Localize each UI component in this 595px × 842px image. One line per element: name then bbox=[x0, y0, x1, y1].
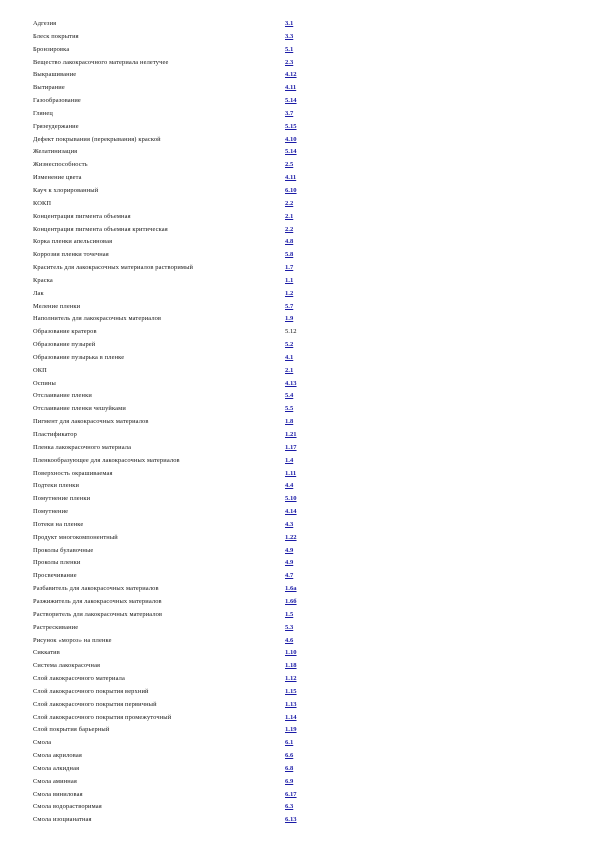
index-term: Смола алкидная bbox=[33, 764, 80, 772]
index-entry bbox=[0, 263, 595, 276]
index-entry bbox=[0, 173, 595, 186]
glossary-index bbox=[0, 19, 595, 828]
index-term: Наполнитель для лакокрасочных материалов bbox=[33, 315, 162, 323]
index-entry bbox=[0, 520, 595, 533]
index-term: Бронзировка bbox=[33, 45, 70, 53]
clause-reference-link[interactable]: 1.5 bbox=[285, 610, 294, 618]
clause-reference-link[interactable]: 5.14 bbox=[285, 148, 297, 156]
index-term: Глянец bbox=[33, 109, 53, 117]
clause-reference-link[interactable]: 6.1 bbox=[285, 739, 294, 747]
index-entry bbox=[0, 507, 595, 520]
clause-reference-link[interactable]: 4.12 bbox=[285, 71, 297, 79]
index-term: Слой лакокрасочного покрытия верхний bbox=[33, 687, 149, 695]
index-term: Просвечивание bbox=[33, 572, 77, 580]
index-entry bbox=[0, 494, 595, 507]
index-term: Пластификатор bbox=[33, 431, 77, 438]
index-entry bbox=[0, 225, 595, 238]
clause-reference-link[interactable]: 6.17 bbox=[285, 790, 297, 798]
index-term: Слой покрытия барьерный bbox=[33, 726, 110, 734]
index-entry bbox=[0, 186, 595, 199]
index-entry bbox=[0, 250, 595, 263]
clause-reference-link[interactable]: 4.9 bbox=[285, 546, 294, 554]
clause-reference-link[interactable]: 5.5 bbox=[285, 405, 294, 413]
index-term: Растворитель для лакокрасочных материалов bbox=[33, 610, 163, 618]
index-entry bbox=[0, 212, 595, 225]
index-entry bbox=[0, 379, 595, 392]
index-term: Лак bbox=[33, 289, 44, 297]
index-entry bbox=[0, 237, 595, 250]
index-entry bbox=[0, 623, 595, 636]
clause-reference-link[interactable]: 5.14 bbox=[285, 97, 297, 105]
clause-reference-link[interactable]: 6.9 bbox=[285, 777, 294, 785]
index-term: Рисунок «мороз» на пленке bbox=[33, 636, 112, 644]
clause-reference-link[interactable]: 2.1 bbox=[285, 366, 294, 374]
index-term: Вещество лакокрасочного материала нелетучее bbox=[33, 58, 169, 66]
clause-reference-link[interactable]: 1.14 bbox=[285, 713, 297, 721]
index-entry bbox=[0, 597, 595, 610]
index-entry bbox=[0, 366, 595, 379]
index-term: Образование кратеров bbox=[33, 328, 97, 336]
clause-reference-link[interactable]: 4.9 bbox=[285, 559, 294, 567]
index-term: Концентрация пигмента объемная bbox=[33, 212, 131, 220]
clause-reference-link[interactable]: 4.6 bbox=[285, 636, 294, 644]
index-term: Разжижитель для лакокрасочных материалов bbox=[33, 597, 162, 605]
index-term: Корка пленки апельсиновая bbox=[33, 238, 113, 246]
index-term: Краситель для лакокрасочных материалов растворимый bbox=[33, 264, 194, 272]
index-term: Образование пузырей bbox=[33, 341, 96, 349]
index-entry bbox=[0, 289, 595, 302]
clause-reference-link[interactable]: 3.1 bbox=[285, 20, 294, 27]
index-entry bbox=[0, 122, 595, 135]
index-entry bbox=[0, 276, 595, 289]
index-entry bbox=[0, 738, 595, 751]
clause-reference-link[interactable]: 6.13 bbox=[285, 816, 297, 824]
index-entry bbox=[0, 481, 595, 494]
index-entry bbox=[0, 777, 595, 790]
index-entry bbox=[0, 815, 595, 828]
index-term: Слой лакокрасочного материала bbox=[33, 675, 125, 683]
index-term: Смола водорастворимая bbox=[33, 803, 102, 811]
clause-reference-link[interactable]: 2.5 bbox=[285, 161, 294, 169]
clause-reference-link[interactable]: 4.7 bbox=[285, 572, 294, 580]
index-term: Смола аминная bbox=[33, 777, 77, 785]
index-term: Продукт многокомпонентный bbox=[33, 533, 118, 541]
index-term: Кауч к хлорированный bbox=[33, 186, 99, 194]
index-term: Проколы булавочные bbox=[33, 546, 94, 554]
index-entry bbox=[0, 199, 595, 212]
clause-reference-link[interactable]: 6.8 bbox=[285, 764, 294, 772]
index-entry bbox=[0, 661, 595, 674]
clause-reference-link[interactable]: 4.10 bbox=[285, 135, 297, 143]
index-term: Поверхность окрашиваемая bbox=[33, 469, 113, 477]
index-term: ОКП bbox=[33, 366, 47, 374]
index-term: Слой лакокрасочного покрытия первичный bbox=[33, 700, 157, 708]
clause-reference-link[interactable]: 4.11 bbox=[285, 174, 297, 182]
clause-reference-link[interactable]: 2.2 bbox=[285, 199, 294, 207]
index-entry bbox=[0, 571, 595, 584]
index-entry bbox=[0, 725, 595, 738]
index-entry bbox=[0, 610, 595, 623]
index-term: Помутнение пленки bbox=[33, 495, 91, 503]
index-entry bbox=[0, 700, 595, 713]
index-entry bbox=[0, 19, 595, 32]
index-entry bbox=[0, 674, 595, 687]
clause-reference-link[interactable]: 2.3 bbox=[285, 58, 294, 66]
index-term: Разбавитель для лакокрасочных материалов bbox=[33, 585, 159, 593]
clause-reference-link[interactable]: 6.10 bbox=[285, 186, 297, 194]
clause-reference-link[interactable]: 1.18 bbox=[285, 662, 297, 670]
index-entry bbox=[0, 802, 595, 815]
index-term: Пигмент для лакокрасочных материалов bbox=[33, 418, 149, 426]
index-entry bbox=[0, 764, 595, 777]
clause-reference-link[interactable]: 5.7 bbox=[285, 302, 294, 310]
index-term: Пленкообразующее для лакокрасочных материалов bbox=[33, 456, 180, 464]
index-entry bbox=[0, 302, 595, 315]
index-term: Подтеки пленки bbox=[33, 482, 80, 490]
index-entry bbox=[0, 584, 595, 597]
clause-reference-link[interactable]: 4.3 bbox=[285, 520, 294, 528]
index-term: Сиккатив bbox=[33, 649, 60, 657]
index-term: Смола акриловая bbox=[33, 752, 82, 760]
clause-reference-link[interactable]: 1.8 bbox=[285, 418, 294, 426]
clause-reference-link[interactable]: 4.1 bbox=[285, 353, 294, 361]
clause-reference-link[interactable]: 1.21 bbox=[285, 431, 297, 438]
clause-reference-link[interactable]: 1.11 bbox=[285, 469, 297, 477]
clause-reference-link[interactable]: 4.14 bbox=[285, 508, 297, 516]
clause-reference-link[interactable]: 3.7 bbox=[285, 109, 294, 117]
index-entry bbox=[0, 353, 595, 366]
clause-reference-link[interactable]: 1.12 bbox=[285, 675, 297, 683]
index-entry bbox=[0, 713, 595, 726]
index-entry bbox=[0, 314, 595, 327]
index-term: Жизнеспособность bbox=[33, 161, 88, 169]
clause-reference-link[interactable]: 4.13 bbox=[285, 379, 297, 387]
index-entry bbox=[0, 391, 595, 404]
index-term: Концентрация пигмента объемная критическая bbox=[33, 225, 168, 233]
index-entry bbox=[0, 340, 595, 353]
index-term: Оспины bbox=[33, 379, 56, 387]
index-term: Пленка лакокрасочного материала bbox=[33, 443, 132, 451]
index-entry bbox=[0, 70, 595, 83]
clause-reference-link[interactable]: 1.1 bbox=[285, 276, 294, 284]
clause-reference-link[interactable]: 6.6 bbox=[285, 752, 294, 760]
clause-reference-link[interactable]: 5.3 bbox=[285, 623, 294, 631]
index-entry bbox=[0, 58, 595, 71]
index-term: Проколы пленки bbox=[33, 559, 81, 567]
index-term: Отслаивание пленки чешуйками bbox=[33, 405, 126, 413]
index-entry bbox=[0, 32, 595, 45]
index-term: Блеск покрытия bbox=[33, 32, 79, 40]
index-entry bbox=[0, 558, 595, 571]
index-term: Желатинизация bbox=[33, 148, 78, 156]
index-entry bbox=[0, 546, 595, 559]
clause-reference-link[interactable]: 1.9 bbox=[285, 315, 294, 323]
index-entry bbox=[0, 83, 595, 96]
clause-reference-link[interactable]: 5.4 bbox=[285, 392, 294, 400]
clause-reference-link[interactable]: 4.11 bbox=[285, 84, 297, 92]
index-term: КОКП bbox=[33, 199, 52, 207]
index-entry bbox=[0, 469, 595, 482]
index-term: Образование пузырька в пленке bbox=[33, 353, 125, 361]
index-term: Система лакокрасочная bbox=[33, 662, 101, 670]
index-term: Коррозия пленки точечная bbox=[33, 251, 109, 259]
clause-reference-link[interactable]: 1.13 bbox=[285, 700, 297, 708]
clause-reference-link[interactable]: 1.6а bbox=[285, 585, 297, 593]
index-term: Вытирание bbox=[33, 84, 65, 92]
clause-reference-link[interactable]: 5.1 bbox=[285, 45, 294, 53]
clause-reference-link[interactable]: 6.3 bbox=[285, 803, 294, 811]
index-entry bbox=[0, 96, 595, 109]
clause-reference-link[interactable]: 2.1 bbox=[285, 212, 294, 220]
index-entry bbox=[0, 443, 595, 456]
index-term: Адгезия bbox=[33, 20, 57, 27]
index-entry bbox=[0, 456, 595, 469]
index-term: Меление пленки bbox=[33, 302, 81, 310]
index-entry bbox=[0, 790, 595, 803]
clause-reference-link[interactable]: 5.15 bbox=[285, 122, 297, 130]
index-entry bbox=[0, 648, 595, 661]
clause-reference-link[interactable]: 5.8 bbox=[285, 251, 294, 259]
clause-reference-link[interactable]: 5.10 bbox=[285, 495, 297, 503]
index-entry bbox=[0, 109, 595, 122]
index-entry bbox=[0, 147, 595, 160]
index-entry bbox=[0, 751, 595, 764]
clause-reference-link[interactable]: 4.8 bbox=[285, 238, 294, 246]
clause-reference-link[interactable]: 1.2 bbox=[285, 289, 294, 297]
index-term: Смола виниловая bbox=[33, 790, 83, 798]
index-term: Смола изоцианатная bbox=[33, 816, 92, 824]
clause-reference-link[interactable]: 4.4 bbox=[285, 482, 294, 490]
clause-reference-link[interactable]: 2.2 bbox=[285, 225, 294, 233]
index-term: Изменение цвета bbox=[33, 174, 82, 182]
index-entry bbox=[0, 430, 595, 443]
index-term: Слой лакокрасочного покрытия промежуточный bbox=[33, 713, 172, 721]
index-term: Грязеудержание bbox=[33, 122, 79, 130]
index-term: Потеки на пленке bbox=[33, 520, 84, 528]
index-term: Смола bbox=[33, 739, 52, 747]
index-entry bbox=[0, 417, 595, 430]
index-entry bbox=[0, 404, 595, 417]
clause-reference-link[interactable]: 1.22 bbox=[285, 533, 297, 541]
index-term: Дефект покрывания (перекрывания) краской bbox=[33, 135, 161, 143]
clause-reference: 5.12 bbox=[285, 328, 297, 336]
clause-reference-link[interactable]: 1.7 bbox=[285, 264, 294, 272]
clause-reference-link[interactable]: 5.2 bbox=[285, 341, 294, 349]
clause-reference-link[interactable]: 1.6б bbox=[285, 597, 297, 605]
index-entry bbox=[0, 327, 595, 340]
index-entry bbox=[0, 45, 595, 58]
clause-reference-link[interactable]: 1.10 bbox=[285, 649, 297, 657]
index-term: Газообразование bbox=[33, 97, 81, 105]
index-term: Отслаивание пленки bbox=[33, 392, 92, 400]
clause-reference-link[interactable]: 1.15 bbox=[285, 687, 297, 695]
clause-reference-link[interactable]: 1.4 bbox=[285, 456, 294, 464]
index-term: Выкрашивание bbox=[33, 71, 77, 79]
index-entry bbox=[0, 135, 595, 148]
clause-reference-link[interactable]: 1.17 bbox=[285, 443, 297, 451]
index-term: Растрескивание bbox=[33, 623, 79, 631]
index-entry bbox=[0, 533, 595, 546]
index-entry bbox=[0, 636, 595, 649]
index-term: Помутнение bbox=[33, 508, 69, 516]
index-entry bbox=[0, 160, 595, 173]
index-entry bbox=[0, 687, 595, 700]
index-term: Краска bbox=[33, 276, 53, 284]
clause-reference-link[interactable]: 3.3 bbox=[285, 32, 294, 40]
clause-reference-link[interactable]: 1.19 bbox=[285, 726, 297, 734]
